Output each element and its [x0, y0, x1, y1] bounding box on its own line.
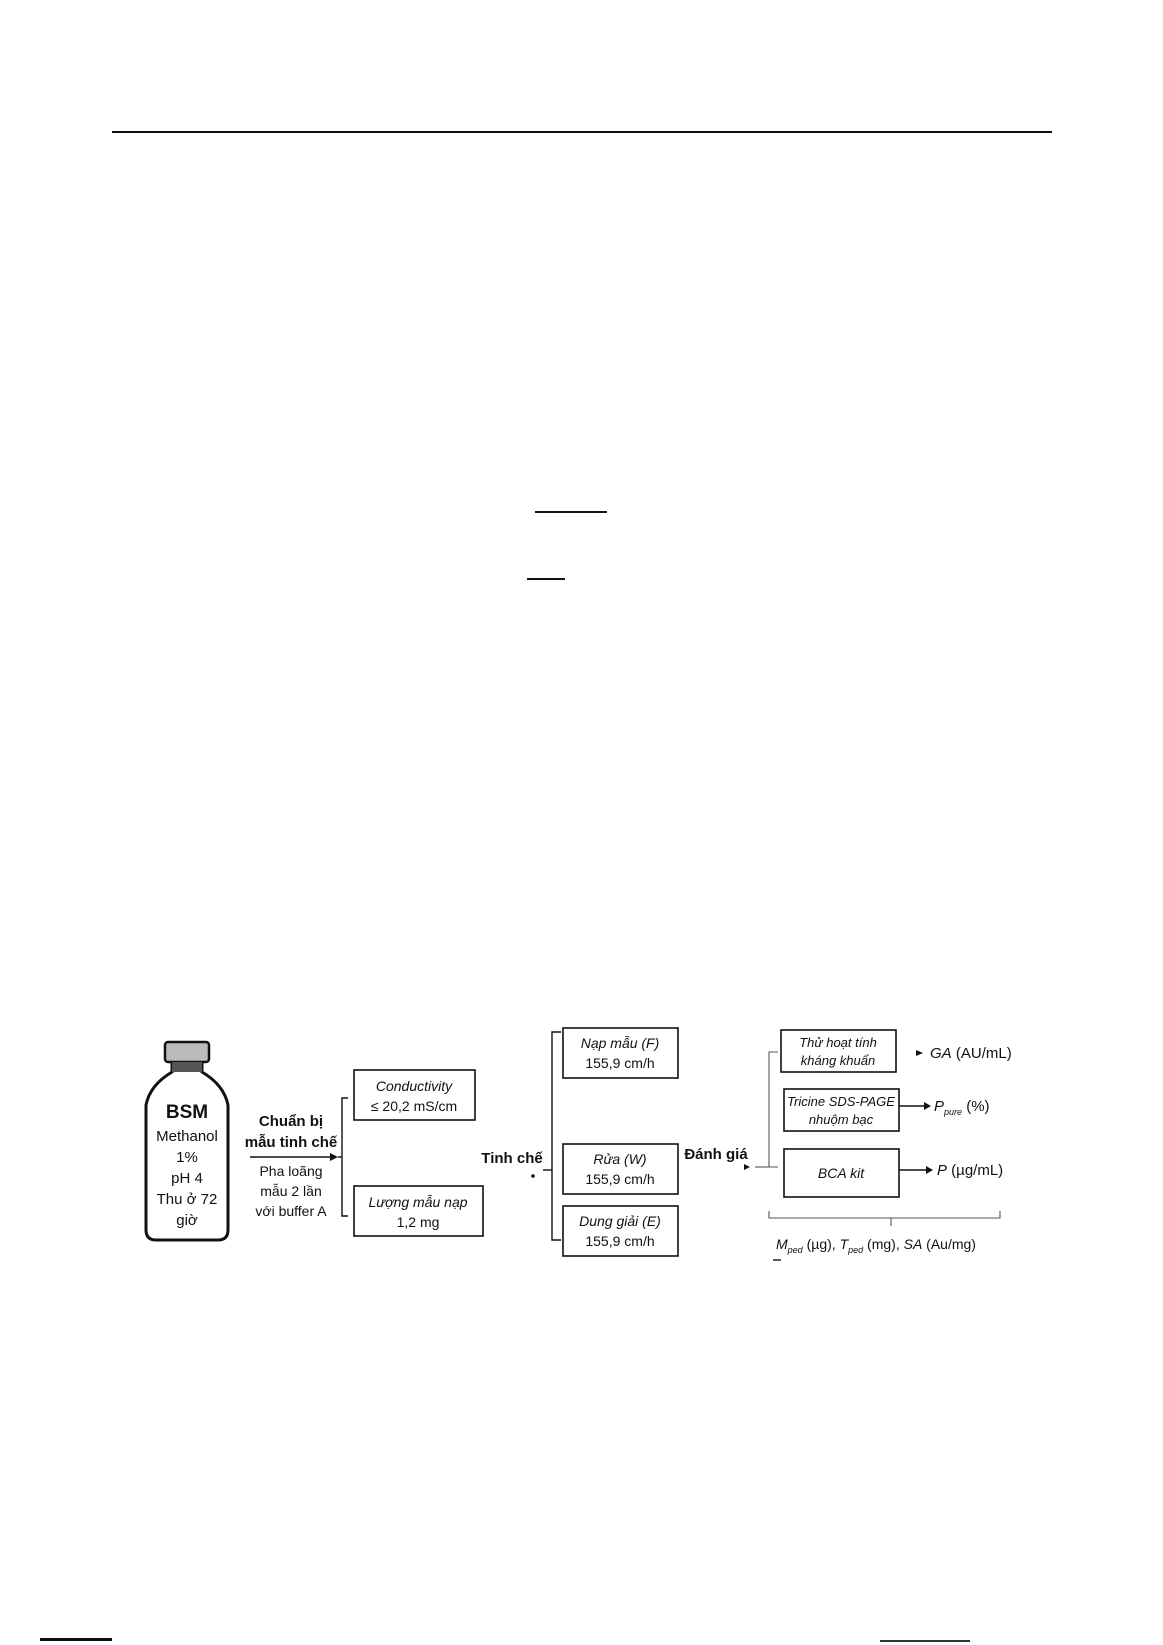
prep-note: với buffer A — [255, 1203, 327, 1219]
test-result: P (µg/mL) — [937, 1162, 1004, 1179]
test-label: Thử hoạt tính — [799, 1035, 877, 1050]
bottle-line: giờ — [176, 1212, 198, 1229]
evaluation-bracket — [769, 1052, 778, 1167]
bottle-label: BSM — [165, 1102, 209, 1123]
bottle-line: 1% — [176, 1149, 198, 1166]
arrow-head-icon — [330, 1153, 338, 1161]
arrow-head-icon — [916, 1050, 923, 1056]
test-label: kháng khuẩn — [800, 1053, 876, 1068]
conductivity-label: Conductivity — [375, 1078, 453, 1094]
purification-bracket — [552, 1032, 561, 1240]
load-amount-label: Lượng mẫu nạp — [368, 1194, 468, 1210]
purification-step-label: Rửa (W) — [593, 1151, 647, 1167]
purification-step-label: Dung giải (E) — [579, 1213, 661, 1229]
test-result: GA (AU/mL) — [930, 1045, 1012, 1062]
test-label: Tricine SDS-PAGE — [787, 1094, 895, 1109]
bottle-line: pH 4 — [171, 1170, 203, 1187]
bottle-line: Methanol — [156, 1128, 218, 1145]
purification-step-value: 155,9 cm/h — [585, 1171, 655, 1187]
test-label: BCA kit — [817, 1165, 865, 1181]
summary-bracket — [769, 1211, 1000, 1218]
prep-title: Chuẩn bị — [258, 1113, 324, 1130]
summary-metrics: $M_{ped}$ (µg), $T_{ped}$ (mg), SA (Au/mg) — [776, 1236, 976, 1255]
purification-step-value: 155,9 cm/h — [585, 1055, 655, 1071]
arrow-head-icon — [926, 1166, 933, 1174]
purification-step-value: 155,9 cm/h — [585, 1233, 655, 1249]
prep-note: Pha loãng — [259, 1163, 323, 1179]
prep-note: mẫu 2 lần — [260, 1183, 322, 1199]
bottle-line: Thu ở 72 — [156, 1191, 218, 1208]
arrow-head-icon — [924, 1102, 931, 1110]
prep-title: mẫu tinh chế — [244, 1134, 338, 1151]
condition-bracket — [342, 1098, 348, 1216]
footer-rule — [880, 1640, 970, 1642]
test-label: nhuộm bạc — [808, 1112, 874, 1127]
footer-rule — [40, 1638, 112, 1641]
conductivity-value: ≤ 20,2 mS/cm — [370, 1098, 458, 1114]
evaluation-label: Đánh giá — [684, 1146, 748, 1163]
test-result: $P_{pure}$ (%) — [934, 1098, 990, 1117]
purification-step-label: Nạp mẫu (F) — [580, 1035, 660, 1051]
purification-label: Tinh chế — [481, 1150, 543, 1167]
load-amount-value: 1,2 mg — [396, 1214, 440, 1230]
